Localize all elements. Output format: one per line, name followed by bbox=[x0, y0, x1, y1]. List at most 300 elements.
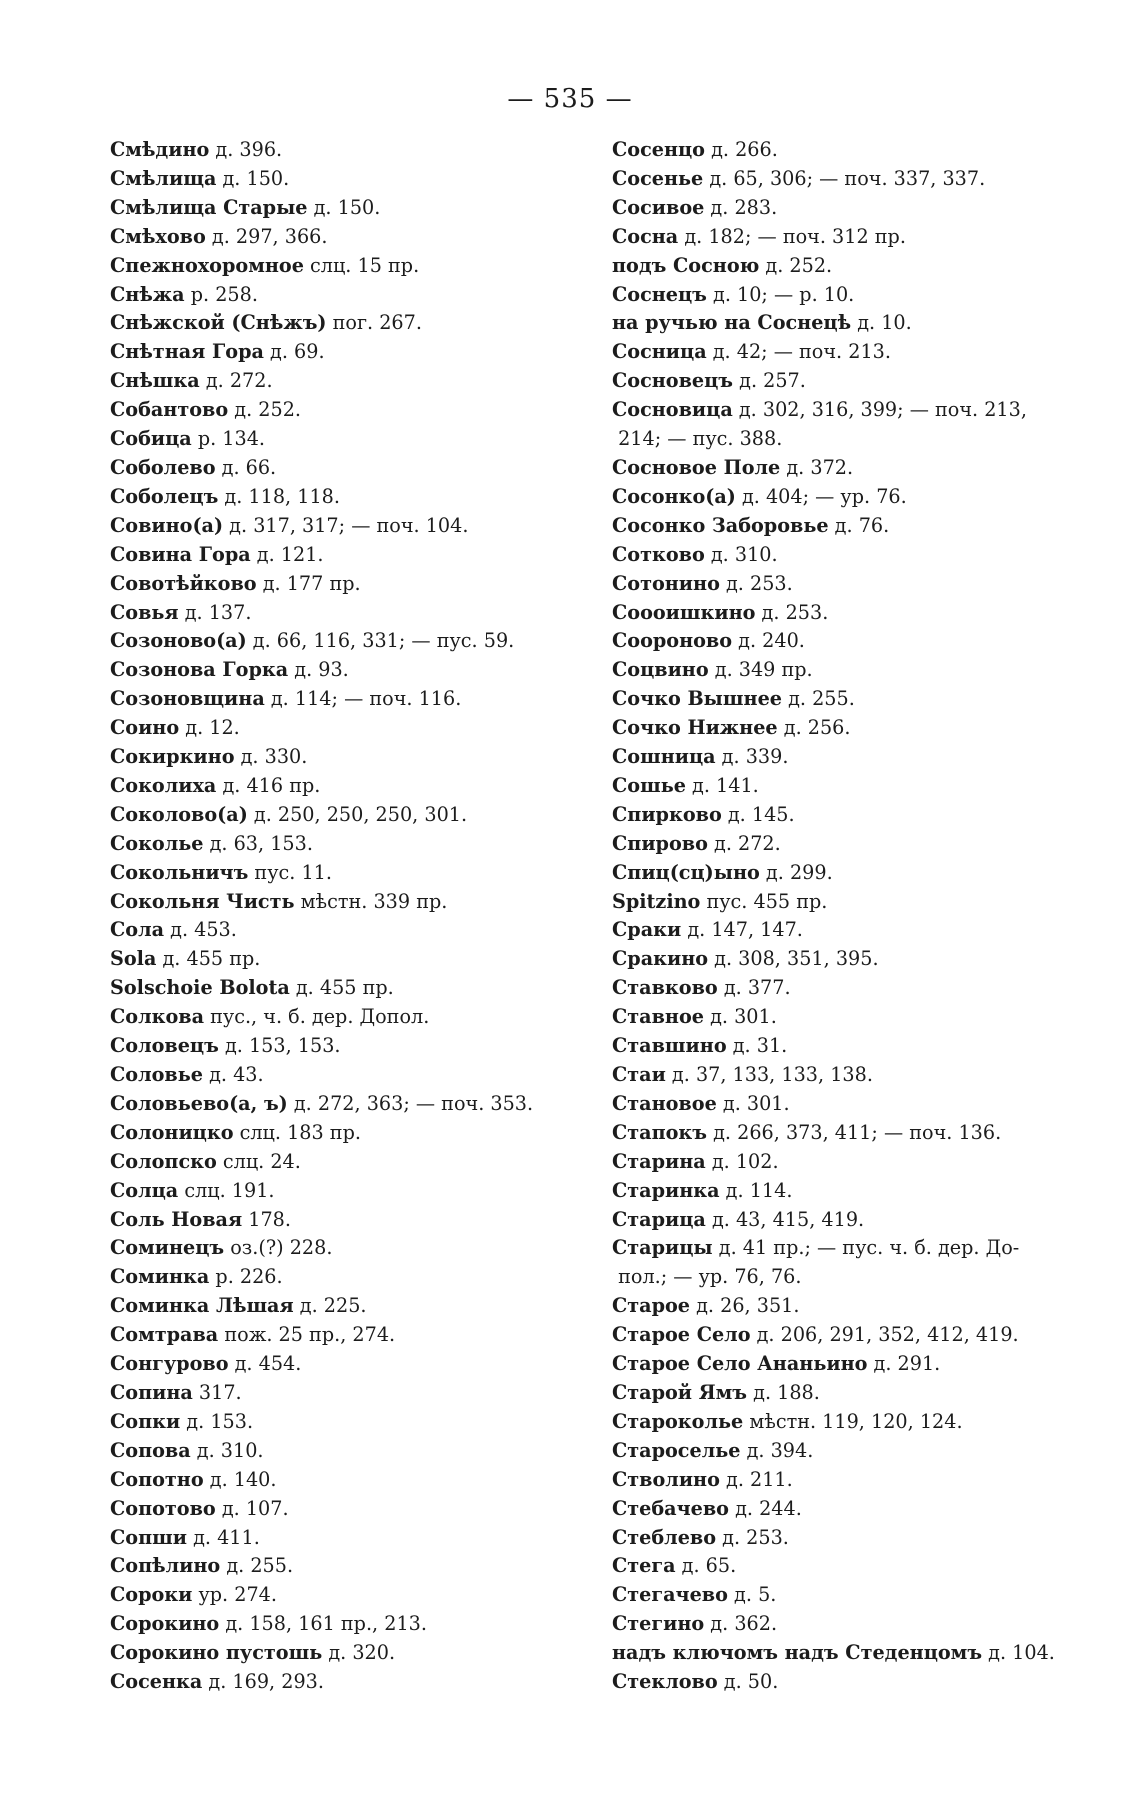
entry-term: Солца bbox=[110, 1178, 179, 1202]
index-entry bbox=[110, 483, 600, 512]
index-entry bbox=[110, 1263, 600, 1292]
index-entry bbox=[110, 1090, 600, 1119]
entry-reference: д. 404; — ур. 76. bbox=[735, 484, 907, 508]
entry-reference: д. 69. bbox=[263, 340, 325, 364]
entry-reference: д. 182; — поч. 312 пр. bbox=[678, 224, 906, 248]
index-entry bbox=[612, 1379, 1112, 1408]
index-entry bbox=[612, 830, 1112, 859]
index-entry bbox=[612, 888, 1112, 917]
entry-reference: д. 145. bbox=[721, 802, 795, 826]
entry-reference: д. 63, 153. bbox=[203, 831, 313, 855]
index-entry bbox=[612, 599, 1112, 628]
entry-reference: д. 66. bbox=[215, 455, 277, 479]
entry-reference: д. 253. bbox=[719, 571, 793, 595]
entry-term: Староселье bbox=[612, 1438, 741, 1462]
index-entry bbox=[110, 338, 600, 367]
entry-reference: д. 317, 317; — поч. 104. bbox=[223, 513, 469, 537]
entry-reference: д. 396. bbox=[209, 138, 283, 161]
entry-reference: д. 320. bbox=[322, 1641, 396, 1665]
index-entry bbox=[110, 916, 600, 945]
entry-reference: д. 362. bbox=[704, 1612, 778, 1636]
entry-term: Становое bbox=[612, 1091, 717, 1115]
entry-reference: д. 240. bbox=[732, 629, 805, 653]
entry-reference: д. 291. bbox=[867, 1352, 941, 1376]
entry-term: Сотково bbox=[612, 542, 705, 566]
entry-reference: мѣстн. 119, 120, 124. bbox=[743, 1409, 963, 1433]
entry-term: Стаи bbox=[612, 1063, 666, 1086]
entry-term: Снѣшка bbox=[110, 369, 200, 393]
entry-reference: слц. 15 пр. bbox=[303, 253, 420, 277]
entry-reference: пус. 455 пр. bbox=[700, 889, 828, 913]
index-entry bbox=[612, 367, 1112, 396]
index-entry bbox=[110, 945, 600, 974]
entry-term: Сокиркино bbox=[110, 745, 235, 769]
index-entry bbox=[110, 627, 600, 656]
entry-term: Старой Ямъ bbox=[612, 1380, 748, 1404]
entry-term: Снѣжской (Снѣжъ) bbox=[110, 311, 327, 335]
entry-term: Стебачево bbox=[612, 1496, 729, 1520]
index-entry bbox=[110, 743, 600, 772]
entry-term: Снѣжа bbox=[110, 282, 185, 306]
index-entry bbox=[612, 1003, 1112, 1032]
entry-term: Солкова bbox=[110, 1005, 205, 1029]
index-entry bbox=[612, 512, 1112, 541]
entry-reference: д. 255. bbox=[781, 687, 855, 711]
entry-term: подъ Сосною bbox=[612, 253, 760, 277]
entry-term: Стапокъ bbox=[612, 1120, 708, 1144]
entry-term: Solschoie Bolota bbox=[110, 976, 290, 1000]
entry-reference: д. 372. bbox=[780, 455, 854, 479]
index-entry bbox=[110, 252, 600, 281]
index-entry bbox=[612, 1090, 1112, 1119]
entry-reference: д. 272. bbox=[199, 369, 273, 393]
entry-term: Сопши bbox=[110, 1525, 187, 1549]
index-entry bbox=[612, 714, 1112, 743]
entry-term: Соловьево(а, ъ) bbox=[110, 1091, 288, 1115]
index-entry bbox=[110, 1003, 600, 1032]
index-entry bbox=[612, 1668, 1112, 1697]
entry-reference: д. 153. bbox=[180, 1409, 254, 1433]
entry-reference: д. 302, 316, 399; — поч. 213, bbox=[732, 398, 1027, 422]
entry-reference: д. 297, 366. bbox=[205, 224, 328, 248]
entry-term: Соловье bbox=[110, 1063, 203, 1086]
entry-reference: д. 250, 250, 250, 301. bbox=[247, 802, 468, 826]
entry-reference: пол.; — ур. 76, 76. bbox=[612, 1265, 802, 1289]
entry-term: Смѣдино bbox=[110, 138, 210, 161]
entry-term: Сосновое Поле bbox=[612, 455, 781, 479]
index-entry bbox=[612, 425, 1112, 454]
entry-reference: д. 308, 351, 395. bbox=[708, 947, 879, 971]
entry-reference: д. 416 пр. bbox=[216, 773, 321, 797]
entry-term: Соснецъ bbox=[612, 282, 707, 306]
index-entry bbox=[110, 1119, 600, 1148]
index-entry bbox=[110, 859, 600, 888]
entry-term: Сомтрава bbox=[110, 1323, 219, 1347]
entry-term: Старое bbox=[612, 1294, 691, 1318]
index-entry bbox=[110, 512, 600, 541]
entry-reference: д. 104. bbox=[982, 1641, 1055, 1665]
index-entry bbox=[110, 136, 600, 165]
entry-reference: д. 455 пр. bbox=[156, 947, 261, 971]
index-entry bbox=[612, 483, 1112, 512]
entry-term: Стволино bbox=[612, 1467, 720, 1491]
entry-reference: д. 12. bbox=[179, 716, 240, 740]
entry-term: Сосенка bbox=[110, 1670, 203, 1694]
entry-term: Старое Село bbox=[612, 1323, 751, 1347]
entry-term: Сочко Нижнее bbox=[612, 716, 778, 740]
entry-reference: д. 177 пр. bbox=[256, 571, 361, 595]
entry-reference: д. 147, 147. bbox=[681, 918, 803, 942]
entry-term: Сосновецъ bbox=[612, 369, 734, 393]
entry-reference: д. 140. bbox=[203, 1467, 277, 1491]
index-entry bbox=[612, 1552, 1112, 1581]
entry-term: Стегачево bbox=[612, 1583, 728, 1607]
index-entry bbox=[612, 1639, 1112, 1668]
entry-reference: р. 226. bbox=[209, 1265, 283, 1289]
index-entry bbox=[110, 1234, 600, 1263]
entry-reference: д. 26, 351. bbox=[690, 1294, 800, 1318]
entry-term: Ставшино bbox=[612, 1034, 727, 1058]
index-entry bbox=[612, 165, 1112, 194]
index-entry bbox=[110, 367, 600, 396]
index-entry bbox=[612, 916, 1112, 945]
entry-reference: д. 42; — поч. 213. bbox=[706, 340, 891, 364]
index-entry bbox=[612, 136, 1112, 165]
index-entry bbox=[110, 830, 600, 859]
index-entry bbox=[612, 1292, 1112, 1321]
entry-term: Стеблево bbox=[612, 1525, 717, 1549]
entry-term: Сочко Вышнее bbox=[612, 687, 782, 711]
index-entry bbox=[612, 945, 1112, 974]
entry-reference: д. 252. bbox=[228, 398, 302, 422]
entry-reference: д. 453. bbox=[164, 918, 237, 942]
entry-reference: д. 255. bbox=[220, 1554, 294, 1578]
entry-reference: р. 134. bbox=[191, 427, 266, 451]
entry-term: Собица bbox=[110, 427, 192, 451]
entry-reference: д. 253. bbox=[716, 1525, 789, 1549]
index-entry bbox=[110, 541, 600, 570]
entry-reference: слц. 24. bbox=[216, 1149, 301, 1173]
index-entry bbox=[612, 1466, 1112, 1495]
entry-term: Стеклово bbox=[612, 1670, 718, 1694]
entry-term: Созонова Горка bbox=[110, 658, 289, 682]
index-column-left bbox=[110, 136, 600, 1697]
index-entry bbox=[110, 281, 600, 310]
index-entry bbox=[612, 570, 1112, 599]
entry-term: Ставково bbox=[612, 976, 718, 1000]
index-entry bbox=[612, 627, 1112, 656]
index-entry bbox=[612, 1206, 1112, 1235]
entry-term: Смѣлища bbox=[110, 166, 217, 190]
entry-term: Сраки bbox=[612, 918, 682, 942]
entry-reference: д. 150. bbox=[307, 195, 381, 219]
entry-reference: д. 43, 415, 419. bbox=[705, 1207, 865, 1231]
index-entry bbox=[110, 656, 600, 685]
index-entry bbox=[612, 1148, 1112, 1177]
entry-reference: д. 169, 293. bbox=[202, 1670, 324, 1694]
entry-reference: пог. 267. bbox=[326, 311, 422, 335]
index-entry bbox=[110, 425, 600, 454]
entry-reference: д. 121. bbox=[250, 542, 324, 566]
entry-reference: д. 266. bbox=[704, 138, 778, 161]
entry-reference: д. 5. bbox=[727, 1583, 777, 1607]
entry-reference: д. 114. bbox=[719, 1178, 793, 1202]
entry-reference: слц. 191. bbox=[178, 1178, 275, 1202]
index-entry bbox=[110, 1206, 600, 1235]
index-entry bbox=[110, 1466, 600, 1495]
index-entry bbox=[612, 1437, 1112, 1466]
entry-term: Сокольня Чисть bbox=[110, 889, 295, 913]
entry-reference: д. 41 пр.; — пус. ч. б. дер. До- bbox=[712, 1236, 1020, 1260]
entry-term: Сонгурово bbox=[110, 1352, 229, 1376]
index-entry bbox=[612, 396, 1112, 425]
entry-reference: д. 188. bbox=[747, 1380, 820, 1404]
entry-term: Соминка Лѣшая bbox=[110, 1294, 294, 1318]
entry-reference: д. 310. bbox=[704, 542, 778, 566]
entry-term: Соль Новая bbox=[110, 1207, 243, 1231]
index-entry bbox=[110, 1495, 600, 1524]
entry-term: Совино(а) bbox=[110, 513, 224, 537]
index-entry bbox=[110, 714, 600, 743]
entry-term: Сошница bbox=[612, 745, 716, 769]
entry-reference: д. 299. bbox=[759, 860, 833, 884]
index-entry bbox=[110, 599, 600, 628]
entry-term: Соминка bbox=[110, 1265, 210, 1289]
entry-reference: д. 411. bbox=[186, 1525, 260, 1549]
entry-reference: д. 107. bbox=[215, 1496, 289, 1520]
index-entry bbox=[612, 454, 1112, 483]
index-entry bbox=[110, 1032, 600, 1061]
entry-reference: д. 266, 373, 411; — поч. 136. bbox=[707, 1120, 1002, 1144]
entry-reference: ур. 274. bbox=[192, 1583, 277, 1607]
entry-reference: д. 102. bbox=[705, 1149, 779, 1173]
entry-reference: пож. 25 пр., 274. bbox=[218, 1323, 396, 1347]
entry-reference: пус., ч. б. дер. Допол. bbox=[204, 1005, 430, 1029]
entry-term: Ставное bbox=[612, 1005, 704, 1029]
index-entry bbox=[612, 1032, 1112, 1061]
entry-reference: д. 349 пр. bbox=[708, 658, 813, 682]
entry-reference: д. 118, 118. bbox=[218, 484, 340, 508]
entry-term: Стегино bbox=[612, 1612, 705, 1636]
entry-reference: д. 31. bbox=[726, 1034, 788, 1058]
entry-term: Спежнохоромное bbox=[110, 253, 304, 277]
entry-term: Старина bbox=[612, 1149, 706, 1173]
entry-reference: 317. bbox=[192, 1380, 242, 1404]
index-entry bbox=[110, 1610, 600, 1639]
index-entry bbox=[612, 1524, 1112, 1553]
entry-reference: д. 225. bbox=[293, 1294, 367, 1318]
index-entry bbox=[110, 1292, 600, 1321]
entry-term: Старое Село Ананьино bbox=[612, 1352, 868, 1376]
index-entry bbox=[612, 223, 1112, 252]
entry-reference: д. 377. bbox=[717, 976, 791, 1000]
entry-term: Соболецъ bbox=[110, 484, 219, 508]
index-entry bbox=[110, 1581, 600, 1610]
index-entry bbox=[612, 772, 1112, 801]
entry-term: Снѣтная Гора bbox=[110, 340, 264, 364]
index-entry bbox=[110, 1639, 600, 1668]
entry-reference: д. 257. bbox=[733, 369, 806, 393]
index-entry bbox=[612, 1408, 1112, 1437]
index-entry bbox=[612, 309, 1112, 338]
entry-term: Сосонко(а) bbox=[612, 484, 736, 508]
entry-reference: 178. bbox=[242, 1207, 291, 1231]
entry-reference: слц. 183 пр. bbox=[233, 1120, 361, 1144]
index-entry bbox=[612, 1177, 1112, 1206]
entry-term: Сотонино bbox=[612, 571, 720, 595]
index-entry bbox=[110, 1408, 600, 1437]
index-entry bbox=[612, 1581, 1112, 1610]
index-entry bbox=[110, 1552, 600, 1581]
entry-term: Соминецъ bbox=[110, 1236, 225, 1260]
entry-term: Сосница bbox=[612, 340, 707, 364]
entry-term: Соколово(а) bbox=[110, 802, 248, 826]
entry-reference: д. 339. bbox=[715, 745, 789, 769]
index-entry bbox=[612, 1263, 1112, 1292]
entry-term: Стега bbox=[612, 1554, 676, 1578]
entry-term: Соколье bbox=[110, 831, 204, 855]
index-column-right bbox=[612, 136, 1112, 1697]
entry-term: Сопина bbox=[110, 1380, 193, 1404]
entry-reference: д. 256. bbox=[777, 716, 851, 740]
index-entry bbox=[110, 1379, 600, 1408]
entry-term: Соороново bbox=[612, 629, 733, 653]
entry-reference: д. 272, 363; — поч. 353. bbox=[287, 1091, 534, 1115]
entry-term: Созоново(а) bbox=[110, 629, 247, 653]
entry-reference: д. 301. bbox=[716, 1091, 790, 1115]
entry-reference: д. 455 пр. bbox=[289, 976, 394, 1000]
entry-term: Соино bbox=[110, 716, 180, 740]
entry-term: Сороки bbox=[110, 1583, 193, 1607]
entry-reference: мѣстн. 339 пр. bbox=[294, 889, 448, 913]
index-entry bbox=[612, 974, 1112, 1003]
entry-reference: д. 37, 133, 133, 138. bbox=[665, 1063, 873, 1086]
entry-term: Сошье bbox=[612, 773, 686, 797]
index-entry bbox=[612, 194, 1112, 223]
entry-reference: д. 310. bbox=[190, 1438, 264, 1462]
entry-reference: д. 153, 153. bbox=[218, 1034, 341, 1058]
index-entry bbox=[110, 974, 600, 1003]
index-entry bbox=[110, 454, 600, 483]
index-entry bbox=[110, 685, 600, 714]
entry-reference: д. 206, 291, 352, 412, 419. bbox=[750, 1323, 1019, 1347]
entry-reference: д. 252. bbox=[759, 253, 833, 277]
entry-reference: д. 65. bbox=[675, 1554, 737, 1578]
index-entry bbox=[612, 1234, 1112, 1263]
index-entry bbox=[110, 1061, 600, 1090]
entry-reference: р. 258. bbox=[184, 282, 258, 306]
index-entry bbox=[110, 194, 600, 223]
entry-term: Собантово bbox=[110, 398, 229, 422]
entry-term: Смѣхово bbox=[110, 224, 206, 248]
entry-reference: д. 150. bbox=[216, 166, 290, 190]
entry-term: Совина Гора bbox=[110, 542, 251, 566]
entry-reference: д. 454. bbox=[228, 1352, 302, 1376]
index-entry bbox=[110, 309, 600, 338]
entry-reference: д. 211. bbox=[719, 1467, 793, 1491]
entry-reference: д. 43. bbox=[202, 1063, 264, 1086]
index-entry bbox=[612, 281, 1112, 310]
entry-term: Сопѣлино bbox=[110, 1554, 221, 1578]
entry-term: Спирково bbox=[612, 802, 722, 826]
entry-reference: д. 93. bbox=[288, 658, 349, 682]
entry-term: Сола bbox=[110, 918, 165, 942]
index-entry bbox=[612, 801, 1112, 830]
entry-term: Сорокино bbox=[110, 1612, 220, 1636]
entry-term: Совотѣйково bbox=[110, 571, 257, 595]
entry-reference: д. 66, 116, 331; — пус. 59. bbox=[246, 629, 515, 653]
entry-reference: д. 50. bbox=[717, 1670, 779, 1694]
entry-term: Соколиха bbox=[110, 773, 217, 797]
entry-term: Соцвино bbox=[612, 658, 709, 682]
index-entry bbox=[612, 743, 1112, 772]
entry-term: Сорокино пустошь bbox=[110, 1641, 323, 1665]
index-entry bbox=[110, 1321, 600, 1350]
entry-term: Sola bbox=[110, 947, 157, 971]
index-entry bbox=[110, 223, 600, 252]
entry-term: Соловецъ bbox=[110, 1034, 219, 1058]
entry-reference: пус. 11. bbox=[248, 860, 332, 884]
index-entry bbox=[612, 252, 1112, 281]
entry-term: Сокольничъ bbox=[110, 860, 249, 884]
entry-term: Соболево bbox=[110, 455, 216, 479]
entry-reference: д. 10. bbox=[851, 311, 912, 335]
entry-reference: д. 141. bbox=[685, 773, 759, 797]
index-entry bbox=[110, 1668, 600, 1697]
index-entry bbox=[110, 165, 600, 194]
entry-reference: д. 394. bbox=[740, 1438, 814, 1462]
entry-term: на ручью на Соснецѣ bbox=[612, 311, 852, 335]
entry-term: Соооишкино bbox=[612, 600, 756, 624]
entry-term: Сосенье bbox=[612, 166, 704, 190]
entry-term: Сосивое bbox=[612, 195, 705, 219]
entry-reference: д. 301. bbox=[703, 1005, 777, 1029]
entry-term: Сосенцо bbox=[612, 138, 705, 161]
entry-reference: д. 158, 161 пр., 213. bbox=[219, 1612, 427, 1636]
index-entry bbox=[110, 570, 600, 599]
page-number: — 535 — bbox=[507, 84, 633, 114]
index-entry bbox=[612, 1119, 1112, 1148]
index-entry bbox=[612, 656, 1112, 685]
index-entry bbox=[612, 859, 1112, 888]
entry-term: Спирово bbox=[612, 831, 708, 855]
index-entry bbox=[612, 1321, 1112, 1350]
entry-term: Старинка bbox=[612, 1178, 720, 1202]
entry-term: Сопки bbox=[110, 1409, 181, 1433]
entry-term: Сопова bbox=[110, 1438, 191, 1462]
entry-term: Старицы bbox=[612, 1236, 713, 1260]
entry-term: Spitzino bbox=[612, 889, 701, 913]
entry-reference: д. 10; — р. 10. bbox=[706, 282, 855, 306]
index-entry bbox=[110, 772, 600, 801]
entry-term: Сопотно bbox=[110, 1467, 204, 1491]
index-entry bbox=[110, 888, 600, 917]
entry-reference: д. 65, 306; — поч. 337, 337. bbox=[703, 166, 986, 190]
entry-term: Сосновица bbox=[612, 398, 733, 422]
index-entry bbox=[612, 1061, 1112, 1090]
entry-reference: д. 244. bbox=[728, 1496, 802, 1520]
entry-term: Сосонко Заборовье bbox=[612, 513, 829, 537]
entry-reference: д. 330. bbox=[234, 745, 308, 769]
entry-term: Совья bbox=[110, 600, 179, 624]
entry-reference: д. 283. bbox=[704, 195, 778, 219]
entry-reference: д. 114; — поч. 116. bbox=[264, 687, 462, 711]
entry-term: Староколье bbox=[612, 1409, 744, 1433]
entry-term: Созоновщина bbox=[110, 687, 265, 711]
index-entry bbox=[110, 1437, 600, 1466]
index-entry bbox=[612, 1610, 1112, 1639]
index-entry bbox=[612, 1350, 1112, 1379]
